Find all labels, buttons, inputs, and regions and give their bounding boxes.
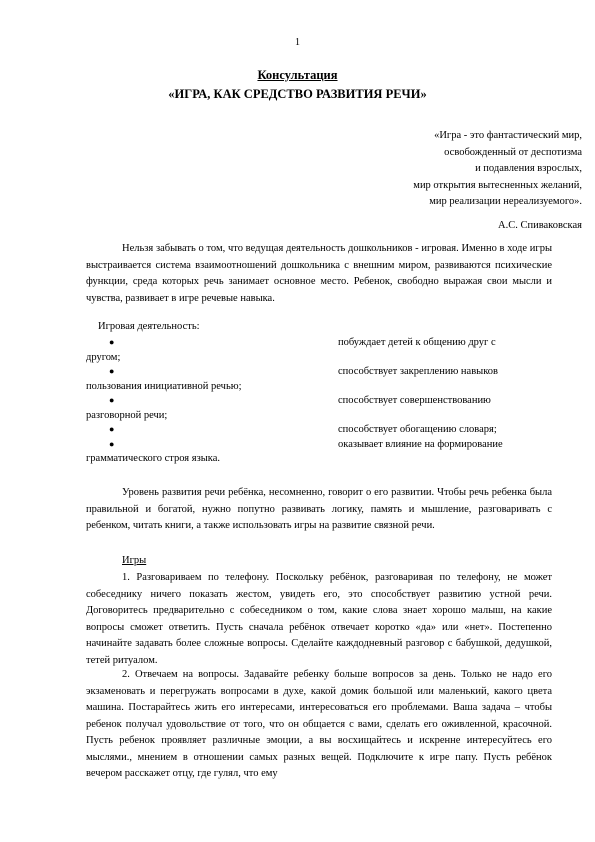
document-title <box>0 66 595 104</box>
epigraph-line: освобожденный от деспотизма <box>444 146 582 158</box>
epigraph <box>300 128 582 234</box>
list-item-text: оказывает влияние на формирование <box>338 438 503 450</box>
activity-list <box>86 337 552 468</box>
epigraph-line: мир реализации нереализуемого». <box>429 196 582 207</box>
list-item-text: способствует обогащению словаря; <box>338 424 497 435</box>
epigraph-line: «Игра - это фантастический мир, <box>434 130 582 141</box>
epigraph-line: и подавления взрослых, <box>475 163 582 174</box>
game-one-paragraph <box>86 570 552 669</box>
list-item-text: побуждает детей к общению друг с <box>338 337 496 348</box>
game-one-text: 1. Разговариваем по телефону. Поскольку ребёнок, разговаривая по телефону, не может собеседнику ничего показать жестом, увидеть его, это способствует развитию устной речи. Договоритесь предварительно с собеседником о том, какие слова знает хорошо малыш, на какие вопросы сможет ответить. Пусть сначала ребёнок отвечает коротко «да» или «нет». Постепенно начинайте задавать более сложные вопросы. Сделайте каждодневный разговор с бабушкой, дедушкой, тетей ритуалом. <box>86 572 552 666</box>
list-item <box>86 424 552 439</box>
list-item-text: способствует закреплению навыков <box>338 366 498 377</box>
list-item-continuation: разговорной речи; <box>86 409 168 421</box>
list-item-continuation: пользования инициативной речью; <box>86 380 242 392</box>
page-number: 1 <box>295 37 300 48</box>
development-text: Уровень развития речи ребёнка, несомненно, говорит о его развитии. Чтобы речь ребенка была правильной и богатой, нужно попутно развивать логику, память и мышление, разговаривать с ребенком, читать книги, а также использовать игры на развитие связной речи. <box>86 487 552 531</box>
title-heading: Консультация <box>257 68 338 82</box>
title-subheading: «ИГРА, КАК СРЕДСТВО РАЗВИТИЯ РЕЧИ» <box>168 87 427 101</box>
activity-heading: Игровая деятельность: <box>98 321 200 332</box>
epigraph-line: мир открытия вытесненных желаний, <box>413 179 582 191</box>
bullet-icon: ● <box>109 424 115 434</box>
development-paragraph <box>86 485 552 535</box>
game-two-paragraph <box>86 667 552 783</box>
list-item <box>86 439 552 468</box>
bullet-icon: ● <box>109 366 115 376</box>
bullet-icon: ● <box>109 337 115 347</box>
list-item-continuation: другом; <box>86 351 121 363</box>
intro-paragraph <box>86 241 552 307</box>
epigraph-author: А.С. Спиваковская <box>498 219 582 231</box>
list-item-text: способствует совершенствованию <box>338 395 491 406</box>
bullet-icon: ● <box>109 395 115 405</box>
game-two-text: 2. Отвечаем на вопросы. Задавайте ребенку больше вопросов за день. Только не надо его экзаменовать и перегружать вопросами в духе, какой домик большой или маленький, какого цвета машина. Постарайтесь жить его интересами, интересоваться его проблемами. Ваша задача – чтобы ребенок получал удовольствие от того, что он общается с вами, сделать его оживленной, красочной. Пусть ребенок проявляет различные эмоции, а вы восхищайтесь и искренне интересуйтесь его мыслями., мнением в отношении самых разных вещей. Подключите к игре папу. Пусть ребёнок вечером расскажет отцу, где гулял, что ему <box>86 669 552 779</box>
list-item-continuation: грамматического строя языка. <box>86 453 221 464</box>
list-item <box>86 395 552 424</box>
list-item <box>86 366 552 395</box>
bullet-icon: ● <box>109 438 115 449</box>
list-item <box>86 337 552 366</box>
games-heading: Игры <box>122 555 147 566</box>
intro-text: Нельзя забывать о том, что ведущая деятельность дошкольников - игровая. Именно в ходе игры выстраивается система взаимоотношений дошкольника с внешним миром, развиваются психические функции, среда которых речь занимает основное место. Ребенок, свободно выражая свои мысли и чувства, развивает в игре речевые навыка. <box>86 243 552 304</box>
